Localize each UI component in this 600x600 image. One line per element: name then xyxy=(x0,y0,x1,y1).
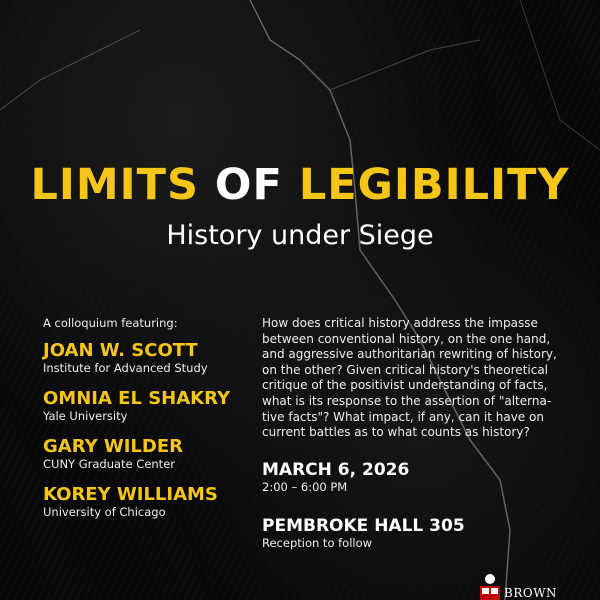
speaker-affiliation: CUNY Graduate Center xyxy=(43,457,175,471)
brown-logo xyxy=(480,573,557,600)
speaker xyxy=(43,341,263,375)
speaker xyxy=(43,437,263,471)
speaker-name: KOREY WILLIAMS xyxy=(43,484,218,505)
event-venue: PEMBROKE HALL 305 xyxy=(262,516,465,536)
event-note: Reception to follow xyxy=(262,536,373,550)
speakers-column xyxy=(43,316,263,533)
abstract-text: How does critical history address the impasse between conventional history, on the one hand, and aggressive authoritarian rewriting of history, on the other? Given critical history's theoretical critique of the positivist understanding of facts, what is its response to the assertion of "alterna-tive facts"? What impact, if any, can it have on current battles as to what counts as history? xyxy=(262,316,557,440)
brown-wordmark: BROWN xyxy=(504,586,558,600)
intro-text: A colloquium featuring: xyxy=(43,316,178,330)
poster-subtitle: History under Siege xyxy=(166,220,434,251)
title-part3: LEGIBILITY xyxy=(298,160,570,210)
speaker-name: OMNIA EL SHAKRY xyxy=(43,388,231,409)
poster-title xyxy=(0,160,600,210)
event-date: MARCH 6, 2026 xyxy=(262,460,410,480)
brown-shield-icon xyxy=(480,573,500,600)
speaker-affiliation: Institute for Advanced Study xyxy=(43,361,208,375)
abstract-column xyxy=(262,316,562,441)
title-part2: OF xyxy=(214,160,299,210)
speaker xyxy=(43,389,263,423)
event-time: 2:00 – 6:00 PM xyxy=(262,480,348,494)
event-date-block xyxy=(262,460,409,494)
speaker-name: GARY WILDER xyxy=(43,436,184,457)
speaker-name: JOAN W. SCOTT xyxy=(43,340,198,361)
speaker xyxy=(43,485,263,519)
speaker-affiliation: University of Chicago xyxy=(43,505,166,519)
speaker-affiliation: Yale University xyxy=(43,409,128,423)
title-part1: LIMITS xyxy=(30,160,215,210)
event-venue-block xyxy=(262,516,465,550)
